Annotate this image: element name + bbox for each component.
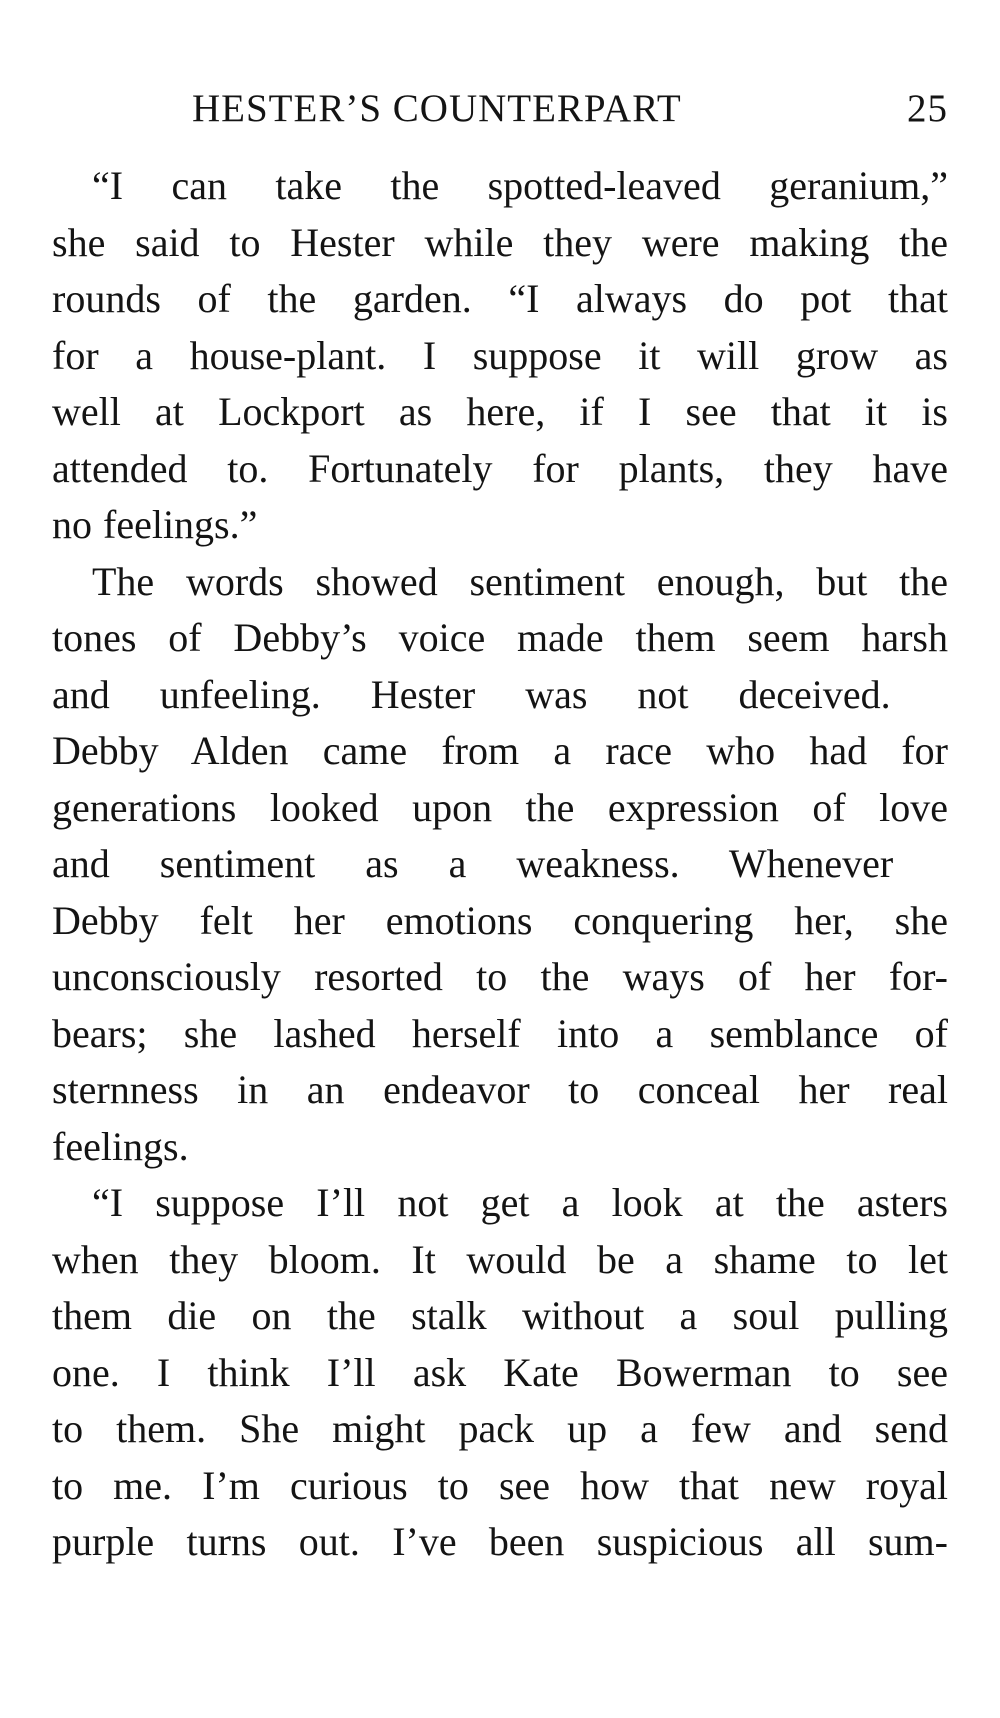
text-line: feelings. (52, 1123, 189, 1169)
text-line: purple turns out. I’ve been suspicious all sum- (52, 1519, 948, 1564)
text-line: to me. I’m curious to see how that new royal (52, 1462, 948, 1508)
text-line: no feelings.” (52, 502, 258, 547)
text-line: them die on the stalk without a soul pulling (52, 1293, 948, 1338)
body-text (52, 158, 948, 1571)
running-head (52, 86, 948, 138)
text-line: Debby felt her emotions conquering her, she (52, 897, 948, 943)
text-line: “I can take the spotted-leaved geranium,” (92, 163, 948, 208)
text-line: sternness in an endeavor to conceal her real (52, 1067, 948, 1112)
text-line: one. I think I’ll ask Kate Bowerman to see (52, 1349, 948, 1395)
text-line: unconsciously resorted to the ways of her for- (52, 954, 948, 999)
paragraph-2 (52, 554, 948, 1176)
text-line: rounds of the garden. “I always do pot that (52, 276, 948, 321)
text-line: Debby Alden came from a race who had for (52, 728, 948, 773)
text-line: attended to. Fortunately for plants, they have (52, 445, 948, 491)
text-line: well at Lockport as here, if I see that it is (52, 389, 948, 434)
text-line: for a house-plant. I suppose it will grow as (52, 332, 948, 378)
paragraph-3 (52, 1175, 948, 1571)
page-number: 25 (907, 87, 948, 130)
text-line: when they bloom. It would be a shame to let (52, 1236, 948, 1282)
text-line: to them. She might pack up a few and send (52, 1406, 948, 1451)
text-line: she said to Hester while they were making the (52, 219, 948, 265)
text-line: tones of Debby’s voice made them seem harsh (52, 615, 948, 660)
running-title: HESTER’S COUNTERPART (192, 87, 682, 130)
text-line: and unfeeling. Hester was not deceived. (52, 671, 891, 717)
text-line: “I suppose I’ll not get a look at the asters (92, 1180, 948, 1225)
text-line: The words showed sentiment enough, but the (92, 558, 948, 604)
text-line: generations looked upon the expression of love (52, 784, 948, 830)
paragraph-1 (52, 158, 948, 554)
text-line: and sentiment as a weakness. Whenever (52, 841, 894, 886)
text-line: bears; she lashed herself into a semblance of (52, 1010, 948, 1056)
